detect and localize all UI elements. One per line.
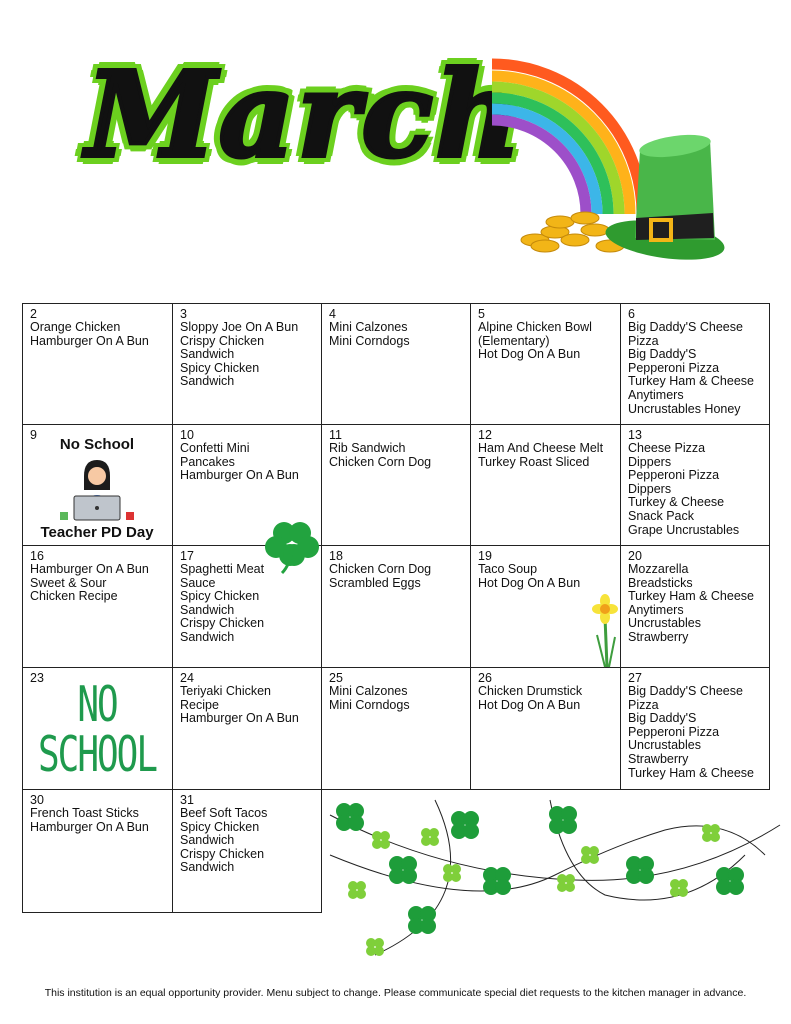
day-cell [321, 667, 471, 790]
day-number: 13 [628, 428, 642, 442]
menu-items [329, 442, 466, 469]
day-number: 16 [30, 549, 44, 563]
day-number: 20 [628, 549, 642, 563]
menu-items [628, 685, 765, 780]
day-cell [22, 545, 173, 668]
menu-items [180, 807, 317, 875]
day-number: 30 [30, 793, 44, 807]
menu-item: Sandwich [180, 629, 235, 644]
menu-items [329, 321, 466, 348]
menu-item: Dippers [628, 454, 672, 469]
menu-item: Hamburger On A Bun [180, 711, 299, 726]
menu-item: Ham And Cheese Melt [478, 441, 604, 455]
menu-item: Chicken Corn Dog [329, 562, 432, 576]
menu-item: Mini Corndogs [329, 697, 410, 712]
menu-item: Turkey & Cheese [628, 495, 725, 510]
menu-items [628, 563, 765, 645]
day-cell [620, 424, 770, 546]
menu-item: Uncrustables [628, 738, 701, 753]
menu-items [180, 321, 317, 389]
day-cell [470, 303, 621, 425]
day-number: 18 [329, 549, 343, 563]
header [0, 0, 791, 290]
menu-items [180, 563, 317, 645]
menu-items [478, 685, 616, 712]
teacher-laptop-icon [22, 456, 172, 526]
menu-item: Pancakes [180, 454, 235, 469]
menu-item: Snack Pack [628, 508, 695, 523]
day-number: 4 [329, 307, 336, 321]
day-cell [321, 424, 471, 546]
menu-items [478, 321, 616, 362]
menu-item: Mini Calzones [329, 684, 408, 698]
menu-item: Chicken Recipe [30, 589, 118, 604]
menu-items [30, 563, 168, 604]
menu-item: Taco Soup [478, 562, 538, 576]
menu-item: (Elementary) [478, 333, 550, 348]
menu-items [478, 563, 616, 590]
menu-item: Rib Sandwich [329, 441, 406, 455]
page-title: March [86, 45, 523, 184]
menu-item: Sandwich [180, 833, 235, 848]
menu-items [329, 685, 466, 712]
menu-item: Chicken Corn Dog [329, 454, 432, 469]
menu-item: Sandwich [180, 347, 235, 362]
menu-item: Confetti Mini [180, 441, 250, 455]
menu-item: Big Daddy'S [628, 711, 697, 726]
menu-item: Spicy Chicken [180, 360, 260, 375]
menu-item: Mini Calzones [329, 320, 408, 334]
menu-item: Big Daddy'S Cheese [628, 320, 743, 334]
day-cell [321, 545, 471, 668]
menu-item: Sandwich [180, 374, 235, 389]
day-number: 31 [180, 793, 194, 807]
day-number: 12 [478, 428, 492, 442]
menu-items [329, 563, 466, 590]
menu-item: Breadsticks [628, 575, 693, 590]
menu-item: Spicy Chicken [180, 819, 260, 834]
menu-item: Hamburger On A Bun [180, 468, 299, 483]
rainbow-hat-icon [0, 0, 791, 290]
day-cell [172, 789, 322, 913]
menu-item: Beef Soft Tacos [180, 806, 268, 820]
day-number: 2 [30, 307, 37, 321]
menu-item: Uncrustables [628, 616, 701, 631]
menu-item: Recipe [180, 697, 219, 712]
menu-item: Spaghetti Meat [180, 562, 265, 576]
day-number: 6 [628, 307, 635, 321]
menu-item: Big Daddy'S Cheese [628, 684, 743, 698]
menu-item: Strawberry [628, 751, 689, 766]
menu-items [478, 442, 616, 469]
menu-item: Alpine Chicken Bowl [478, 320, 592, 334]
day-cell [470, 667, 621, 790]
menu-items [30, 321, 168, 348]
shamrock-icon [262, 515, 322, 575]
day-cell [620, 667, 770, 790]
menu-item: Cheese Pizza [628, 441, 706, 455]
menu-item: Uncrustables Honey [628, 401, 741, 416]
menu-item: Hot Dog On A Bun [478, 697, 581, 712]
menu-item: Sauce [180, 575, 216, 590]
menu-item: Pizza [628, 333, 659, 348]
menu-item: Hamburger On A Bun [30, 819, 149, 834]
footer-disclaimer: This institution is an equal opportunity provider. Menu subject to change. Please communicate special diet requests to the kitchen manager in advance. [44, 987, 747, 999]
menu-item: Grape Uncrustables [628, 522, 740, 537]
day-number: 24 [180, 671, 194, 685]
day-cell [22, 303, 173, 425]
menu-item: Turkey Ham & Cheese [628, 765, 754, 780]
day-cell [321, 303, 471, 425]
menu-item: Sandwich [180, 860, 235, 875]
menu-item: Crispy Chicken [180, 846, 265, 861]
menu-item: Crispy Chicken [180, 616, 265, 631]
menu-item: Pepperoni Pizza [628, 360, 720, 375]
menu-item: Sloppy Joe On A Bun [180, 320, 299, 334]
day-number: 26 [478, 671, 492, 685]
menu-item: Crispy Chicken [180, 333, 265, 348]
day-cell [620, 303, 770, 425]
menu-item: Dippers [628, 481, 672, 496]
teacher-pd-day-label: Teacher PD Day [40, 524, 154, 541]
day-cell [22, 789, 173, 913]
menu-item: Pepperoni Pizza [628, 724, 720, 739]
menu-item: Hot Dog On A Bun [478, 575, 581, 590]
menu-item: Anytimers [628, 602, 684, 617]
menu-item: Orange Chicken [30, 320, 121, 334]
menu-item: Hot Dog On A Bun [478, 347, 581, 362]
menu-items [628, 321, 765, 416]
day-number: 17 [180, 549, 194, 563]
menu-item: French Toast Sticks [30, 806, 139, 820]
day-number: 11 [329, 428, 342, 442]
day-number: 10 [180, 428, 194, 442]
menu-item: Turkey Ham & Cheese [628, 374, 754, 389]
day-number: 3 [180, 307, 187, 321]
menu-item: Strawberry [628, 629, 689, 644]
menu-item: Hamburger On A Bun [30, 562, 149, 576]
menu-item: Teriyaki Chicken [180, 684, 272, 698]
day-number: 23 [30, 671, 44, 685]
menu-item: Pizza [628, 697, 659, 712]
no-school-panel [22, 424, 172, 544]
menu-item: Spicy Chicken [180, 589, 260, 604]
menu-item: Scrambled Eggs [329, 575, 421, 590]
day-number: 5 [478, 307, 485, 321]
day-number: 27 [628, 671, 642, 685]
menu-item: Turkey Ham & Cheese [628, 589, 754, 604]
menu-items [30, 807, 168, 834]
menu-item: Big Daddy'S [628, 347, 697, 362]
menu-item: Hamburger On A Bun [30, 333, 149, 348]
day-cell [620, 545, 770, 668]
menu-item: Anytimers [628, 387, 684, 402]
day-cell [172, 667, 322, 790]
menu-item: Pepperoni Pizza [628, 468, 720, 483]
no-school-stamp [22, 667, 172, 789]
day-cell [172, 303, 322, 425]
menu-item: Mozzarella [628, 562, 689, 576]
day-number: 9 [30, 428, 37, 442]
daffodil-icon [585, 595, 625, 670]
menu-items [180, 442, 317, 483]
menu-item: Sandwich [180, 602, 235, 617]
menu-item: Sweet & Sour [30, 575, 107, 590]
no-school-line2: SCHOOL [37, 727, 157, 784]
day-cell [470, 424, 621, 546]
no-school-line1: NO [77, 677, 117, 734]
shamrock-garland-icon [325, 795, 785, 965]
no-school-label: No School [59, 436, 135, 453]
menu-item: Mini Corndogs [329, 333, 410, 348]
menu-item: Chicken Drumstick [478, 684, 583, 698]
day-number: 25 [329, 671, 343, 685]
menu-items [628, 442, 765, 537]
menu-items [180, 685, 317, 726]
day-number: 19 [478, 549, 492, 563]
menu-item: Turkey Roast Sliced [478, 454, 590, 469]
